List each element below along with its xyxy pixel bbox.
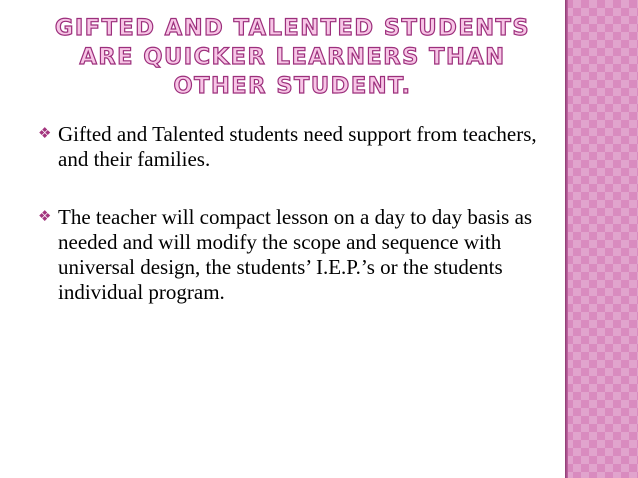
diamond-cluster-icon: ❖ — [38, 124, 52, 142]
bullet-text: The teacher will compact lesson on a day to day basis as needed and will modify the scope and sequence with universal design, the students’ I.E.P.’s or the students individual program. — [58, 205, 533, 304]
bullet-item — [38, 205, 538, 305]
diamond-cluster-icon: ❖ — [38, 207, 52, 225]
bullet-item — [38, 122, 538, 172]
side-panel-divider — [565, 0, 568, 478]
slide-title: GIFTED AND TALENTED STUDENTS ARE QUICKER LEARNERS THAN OTHER STUDENT. — [54, 15, 531, 99]
bullet-list — [38, 122, 538, 305]
bullet-text: Gifted and Talented students need support from teachers, and their families. — [58, 122, 537, 171]
decorative-side-panel — [565, 0, 638, 478]
